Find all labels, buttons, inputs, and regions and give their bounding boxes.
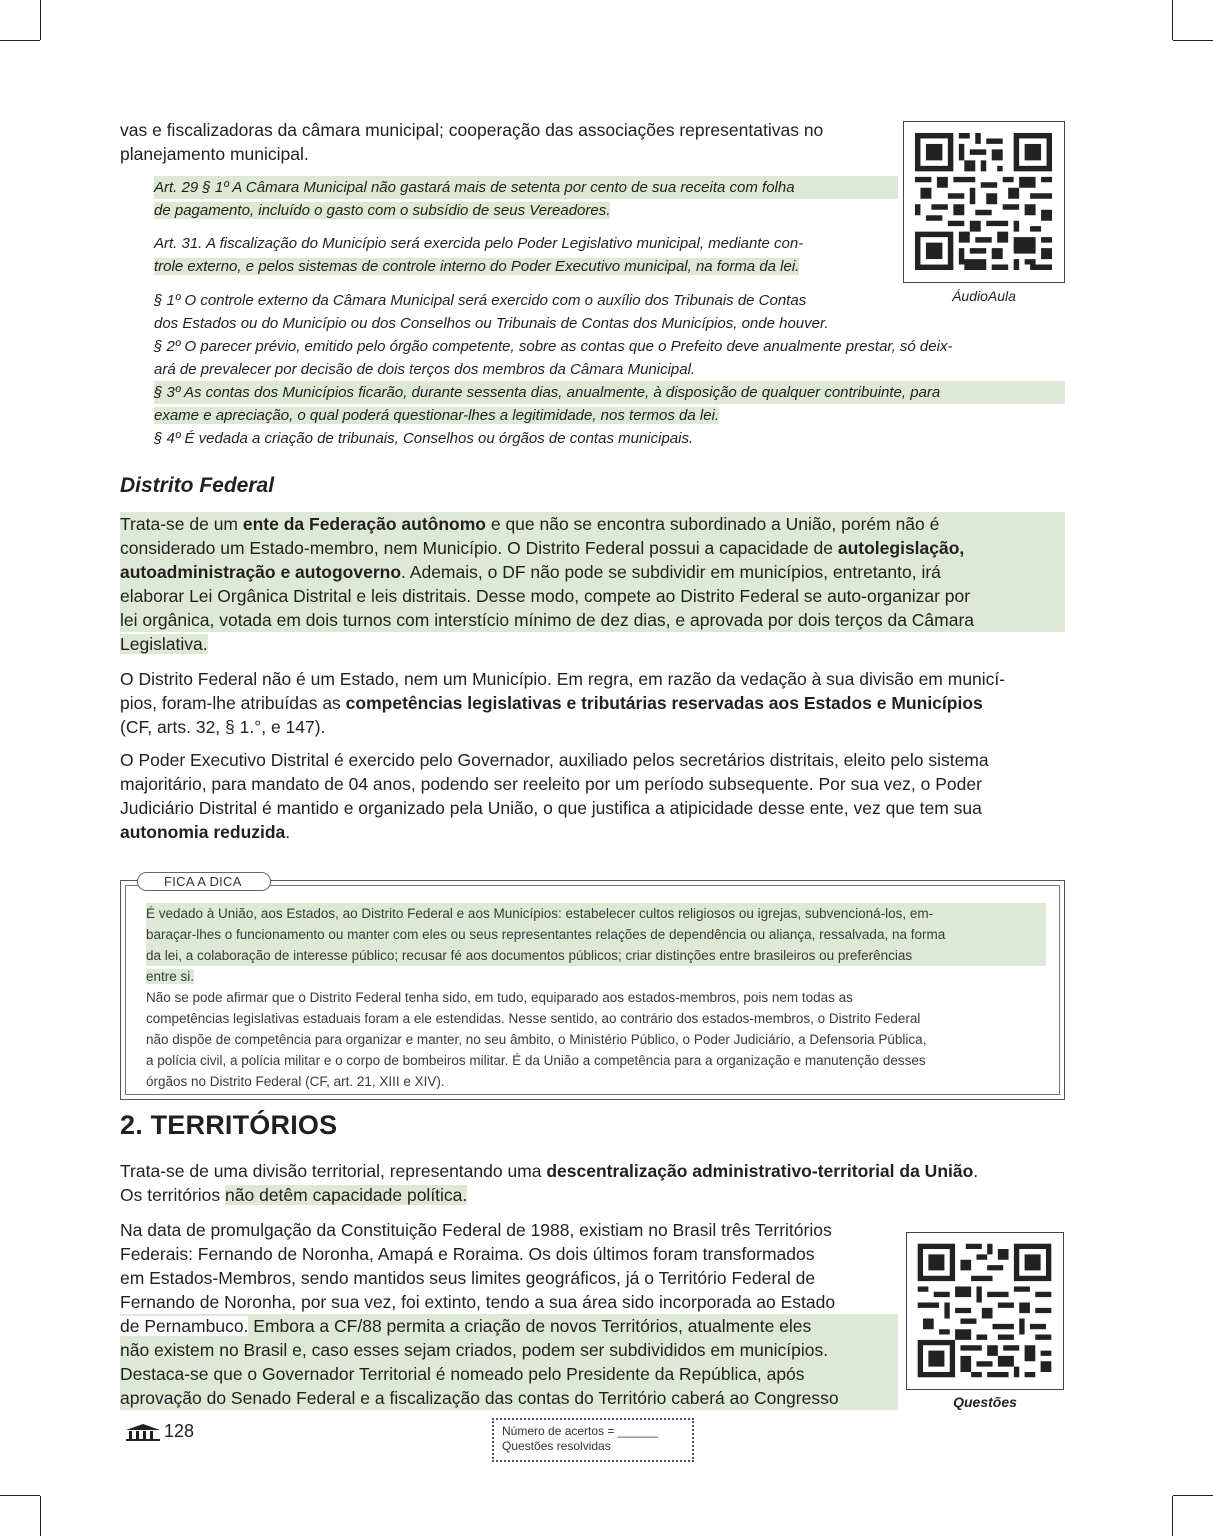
highlight: entre si.: [146, 969, 195, 984]
tip-label: FICA A DICA: [137, 872, 271, 891]
text-line: Art. 29 § 1º A Câmara Municipal não gastará mais de setenta por cento de sua receita com folha: [154, 176, 898, 199]
crop-mark: [0, 40, 40, 41]
law-art31: [154, 232, 898, 278]
section-heading: Distrito Federal: [120, 474, 275, 497]
text-line: Destaca-se que o Governador Territorial é nomeado pelo Presidente da República, após: [120, 1362, 898, 1386]
text-line: de Pernambuco. Embora a CF/88 permita a criação de novos Territórios, atualmente eles: [120, 1314, 898, 1338]
highlight: trole externo, e pelos sistemas de controle interno do Poder Executivo municipal, na forma da lei.: [154, 258, 800, 275]
text-line: competências legislativas estaduais foram a ele estendidas. Nesse sentido, ao contrário dos estados-membros, o Distrito Federal: [146, 1011, 921, 1026]
text-line: Federais: Fernando de Noronha, Amapá e Roraima. Os dois últimos foram transformados: [120, 1244, 815, 1264]
text-line: autonomia reduzida.: [120, 822, 291, 842]
text-line: Na data de promulgação da Constituição Federal de 1988, existiam no Brasil três Territórios: [120, 1220, 832, 1240]
text-line: Os territórios não detêm capacidade política.: [120, 1185, 468, 1205]
crop-mark: [1172, 1496, 1173, 1536]
qr-code-questions[interactable]: [906, 1232, 1064, 1390]
df-paragraph-3: [120, 748, 1065, 844]
law-p4: § 4º É vedada a criação de tribunais, Conselhos ou órgãos de contas municipais.: [154, 430, 694, 447]
text-line: Trata-se de uma divisão territorial, representando uma descentralização administrativo-territorial da União.: [120, 1161, 979, 1181]
score-line: Questões resolvidas: [502, 1439, 611, 1453]
section-heading: 2. TERRITÓRIOS: [120, 1110, 338, 1140]
law-art29: [154, 176, 898, 222]
text-line: autoadministração e autogoverno. Ademais, o DF não pode se subdividir em municípios, entretanto, irá: [120, 560, 1065, 584]
highlight: exame e apreciação, o qual poderá questionar-lhes a legitimidade, nos termos da lei.: [154, 407, 720, 424]
score-line: Número de acertos = ______: [502, 1424, 658, 1438]
text-line: Fernando de Noronha, por sua vez, foi extinto, tendo a sua área sido incorporada ao Estado: [120, 1292, 836, 1312]
law-p2: [154, 335, 1065, 381]
text-line: majoritário, para mandato de 04 anos, podendo ser reeleito por um período subsequente. Por sua vez, o Poder: [120, 774, 982, 794]
qr-code-audio[interactable]: [903, 121, 1065, 283]
text-line: O Poder Executivo Distrital é exercido pelo Governador, auxiliado pelos secretários distritais, eleito pelo sistema: [120, 750, 989, 770]
text-line: § 1º O controle externo da Câmara Municipal será exercido com o auxílio dos Tribunais de Contas: [154, 292, 807, 309]
text-line: § 3º As contas dos Municípios ficarão, durante sessenta dias, anualmente, à disposição de qualquer contribuinte, para: [154, 381, 1065, 404]
qr-code-icon: [907, 1233, 1062, 1388]
crop-mark: [1173, 1495, 1213, 1496]
text-line: vas e fiscalizadoras da câmara municipal; cooperação das associações representativas no: [120, 120, 824, 140]
score-box: [492, 1418, 694, 1462]
text-line: da lei, a colaboração de interesse público; recusar fé aos documentos públicos; criar distinções entre brasileiros ou preferências: [146, 945, 1046, 966]
df-paragraph-2: [120, 667, 1065, 739]
highlight: Legislativa.: [120, 634, 208, 654]
crop-mark: [40, 0, 41, 40]
text-line: [154, 404, 1065, 427]
text-line: em Estados-Membros, sendo mantidos seus limites geográficos, já o Território Federal de: [120, 1268, 816, 1288]
qr-caption: ÁudioAula: [952, 288, 1016, 304]
crop-mark: [1173, 40, 1213, 41]
text-line: Art. 31. A fiscalização do Município será exercida pelo Poder Legislativo municipal, mediante con-: [154, 235, 804, 252]
df-paragraph-1: [120, 512, 1065, 656]
text-line: pios, foram-lhe atribuídas as competências legislativas e tributárias reservadas aos Estados e Municípios: [120, 693, 983, 713]
law-p3: [154, 381, 1065, 427]
text-line: [154, 255, 898, 278]
text-line: (CF, arts. 32, § 1.°, e 147).: [120, 717, 326, 737]
text-line: órgãos no Distrito Federal (CF, art. 21, XIII e XIV).: [146, 1074, 445, 1089]
highlight: de pagamento, incluído o gasto com o subsídio de seus Vereadores.: [154, 202, 611, 219]
text-line: planejamento municipal.: [120, 144, 309, 164]
text-line: baraçar-lhes o funcionamento ou manter com eles ou seus representantes relações de dependência ou aliança, ressalvada, na forma: [146, 924, 1046, 945]
text-line: Judiciário Distrital é mantido e organizado pela União, o que justifica a atipicidade desse ente, vez que tem sua: [120, 798, 982, 818]
highlight: não detêm capacidade política.: [225, 1185, 468, 1205]
crop-mark: [0, 1495, 40, 1496]
text-line: considerado um Estado-membro, nem Município. O Distrito Federal possui a capacidade de autolegislação,: [120, 536, 1065, 560]
territorios-paragraph-2: [120, 1218, 898, 1410]
text-line: ará de prevalecer por decisão de dois terços dos membros da Câmara Municipal.: [154, 361, 696, 378]
text-line: não existem no Brasil e, caso esses sejam criados, podem ser subdivididos em municípios.: [120, 1338, 898, 1362]
text-line: [154, 199, 898, 222]
text-line: lei orgânica, votada em dois turnos com interstício mínimo de dez dias, e aprovada por dois terços da Câmara: [120, 608, 1065, 632]
text-line: dos Estados ou do Município ou dos Conselhos ou Tribunais de Contas dos Municípios, onde houver.: [154, 315, 829, 332]
tip-plain-text: [146, 987, 1046, 1092]
book-logo-icon: [124, 1422, 162, 1442]
text-line: Trata-se de um ente da Federação autônomo e que não se encontra subordinado a União, porém não é: [120, 512, 1065, 536]
text-line: Não se pode afirmar que o Distrito Federal tenha sido, em tudo, equiparado aos estados-membros, pois nem todas as: [146, 990, 853, 1005]
text-line: elaborar Lei Orgânica Distrital e leis distritais. Desse modo, compete ao Distrito Federal se auto-organizar por: [120, 584, 1065, 608]
qr-caption: Questões: [953, 1394, 1017, 1410]
text-line: a polícia civil, a polícia militar e o corpo de bombeiros militar. É da União a competência para a organização e manutenção desses: [146, 1053, 926, 1068]
text-line: O Distrito Federal não é um Estado, nem um Município. Em regra, em razão da vedação à sua divisão em municí-: [120, 669, 1006, 689]
territorios-paragraph-1: [120, 1159, 1065, 1207]
text-line: não dispõe de competência para organizar e manter, no seu âmbito, o Ministério Público, o Poder Judiciário, a Defensoria Pública,: [146, 1032, 927, 1047]
intro-paragraph: [120, 118, 900, 166]
text-line: [146, 966, 1046, 987]
text-line: [120, 632, 1065, 656]
qr-code-icon: [904, 122, 1063, 281]
text-line: aprovação do Senado Federal e a fiscalização das contas do Território caberá ao Congresso: [120, 1386, 898, 1410]
crop-mark: [1172, 0, 1173, 40]
page-number: 128: [164, 1421, 195, 1441]
tip-highlighted-text: [146, 903, 1046, 987]
law-p1: [154, 289, 944, 335]
text-line: É vedado à União, aos Estados, ao Distrito Federal e aos Municípios: estabelecer cultos religiosos ou igrejas, subvencioná-los, em-: [146, 903, 1046, 924]
crop-mark: [40, 1496, 41, 1536]
text-line: § 2º O parecer prévio, emitido pelo órgão competente, sobre as contas que o Prefeito deve anualmente prestar, só deix-: [154, 338, 953, 355]
